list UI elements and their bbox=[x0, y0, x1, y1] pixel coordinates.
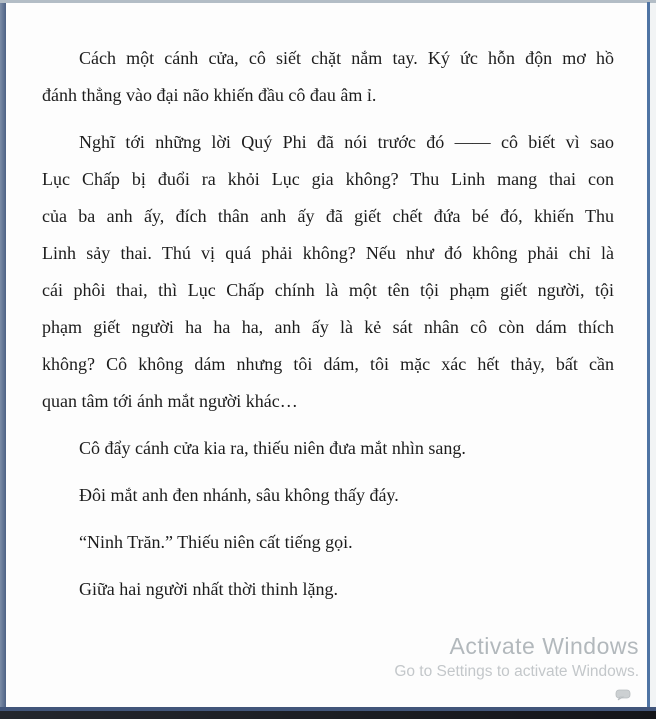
text-line: Cô đẩy cánh cửa kia ra, thiếu niên đưa mắt nhìn sang. bbox=[79, 438, 466, 458]
text-line: đánh thẳng vào đại não khiến đầu cô đau âm ỉ. bbox=[42, 85, 377, 105]
text-line: Nghĩ tới những lời Quý Phi đã nói trước đó —— cô biết vì sao bbox=[79, 132, 614, 152]
text-line: Lục Chấp bị đuổi ra khỏi Lục gia không? Thu Linh mang thai con bbox=[42, 169, 614, 189]
taskbar-edge bbox=[0, 711, 656, 719]
document-text bbox=[42, 40, 614, 618]
paragraph bbox=[42, 124, 614, 420]
paragraph bbox=[42, 40, 614, 114]
paragraph bbox=[42, 524, 614, 561]
speech-bubble-icon bbox=[615, 688, 631, 700]
text-line: phạm giết người ha ha ha, anh ấy là kẻ sát nhân cô còn dám thích bbox=[42, 317, 614, 337]
window-border-right bbox=[647, 2, 650, 709]
text-line: không? Cô không dám nhưng tôi dám, tôi mặc xác hết thảy, bất cần bbox=[42, 354, 614, 374]
watermark-subtitle: Go to Settings to activate Windows. bbox=[394, 663, 639, 680]
text-line: Linh sảy thai. Thú vị quá phải không? Nếu như đó không phải chỉ là bbox=[42, 243, 614, 263]
text-line: Giữa hai người nhất thời thinh lặng. bbox=[79, 579, 339, 599]
window-border-left bbox=[0, 0, 6, 719]
watermark-title: Activate Windows bbox=[449, 633, 639, 659]
text-line: Đôi mắt anh đen nhánh, sâu không thấy đáy. bbox=[79, 485, 399, 505]
activate-windows-watermark bbox=[394, 633, 639, 681]
paragraph bbox=[42, 477, 614, 514]
text-line: Cách một cánh cửa, cô siết chặt nắm tay. Ký ức hỗn độn mơ hồ bbox=[79, 48, 614, 68]
paragraph bbox=[42, 571, 614, 608]
text-line: của ba anh ấy, đích thân anh ấy đã giết chết đứa bé đó, khiến Thu bbox=[42, 206, 614, 226]
text-line: quan tâm tới ánh mắt người khác… bbox=[42, 391, 298, 411]
window-right-gutter bbox=[650, 2, 656, 709]
window-border-top bbox=[0, 0, 656, 3]
text-line: “Ninh Trăn.” Thiếu niên cất tiếng gọi. bbox=[79, 532, 353, 552]
paragraph bbox=[42, 430, 614, 467]
text-line: cái phôi thai, thì Lục Chấp chính là một tên tội phạm giết người, tội bbox=[42, 280, 614, 300]
